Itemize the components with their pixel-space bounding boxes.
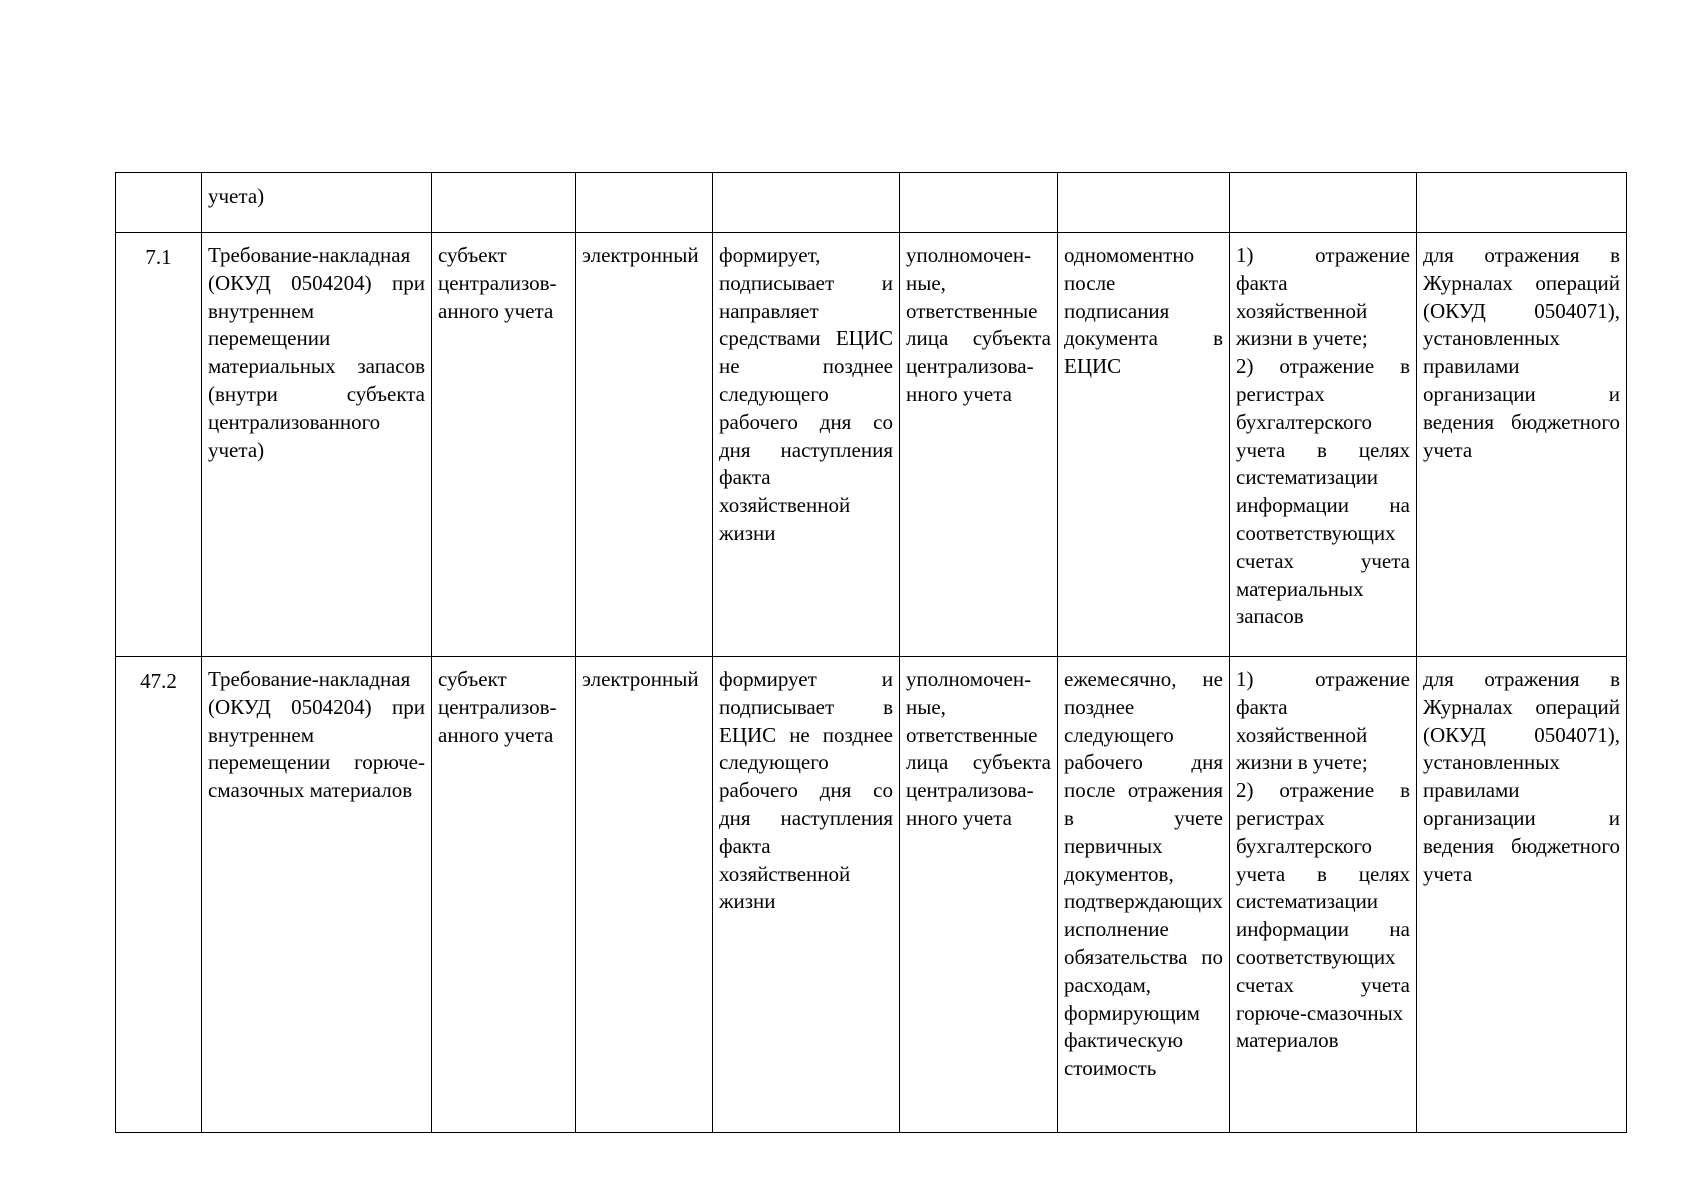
cell-purpose: 1) отражение факта хозяйственной жизни в учете; 2) отражение в регистрах бухгалтерского учета в целях систематизации информации на соответствующих счетах учета горюче-смазочных материалов (1230, 657, 1417, 1133)
cell-action: формирует, подписывает и направляет средствами ЕЦИС не позднее следующего рабочего дня со дня наступления факта хозяйственной жизни (713, 233, 900, 657)
cell-subject: субъект централизованного учета (432, 233, 576, 657)
cell-document: Требование-накладная (ОКУД 0504204) при внутреннем перемещении материальных запасов (внутри субъекта централизованного учета) (202, 233, 432, 657)
cell-subject: субъект централизованного учета (432, 657, 576, 1133)
cell-usage (1417, 173, 1627, 233)
cell-responsible: уполномоченные, ответственные лица субъекта централизованного учета (900, 233, 1058, 657)
cell-usage: для отражения в Журналах операций (ОКУД 0504071), установленных правилами организации и ведения бюджетного учета (1417, 657, 1627, 1133)
cell-form: электронный (576, 233, 713, 657)
cell-document: Требование-накладная (ОКУД 0504204) при внутреннем перемещении горюче-смазочных материалов (202, 657, 432, 1133)
cell-action: формирует и подписывает в ЕЦИС не позднее следующего рабочего дня со дня наступления факта хозяйственной жизни (713, 657, 900, 1133)
table-row (116, 233, 1627, 657)
document-table (115, 172, 1627, 1133)
cell-timing: одномоментно после подписания документа в ЕЦИС (1058, 233, 1230, 657)
table-row-continuation (116, 173, 1627, 233)
cell-responsible (900, 173, 1058, 233)
cell-timing: ежемесячно, не позднее следующего рабочего дня после отражения в учете первичных документов, подтверждающих исполнение обязательства по расходам, формирующим фактическую стоимость (1058, 657, 1230, 1133)
cell-subject (432, 173, 576, 233)
table-row (116, 657, 1627, 1133)
cell-purpose (1230, 173, 1417, 233)
cell-form: электронный (576, 657, 713, 1133)
cell-timing (1058, 173, 1230, 233)
cell-usage: для отражения в Журналах операций (ОКУД 0504071), установленных правилами организации и ведения бюджетного учета (1417, 233, 1627, 657)
cell-num: 47.2 (116, 657, 202, 1133)
cell-responsible: уполномоченные, ответственные лица субъекта централизованного учета (900, 657, 1058, 1133)
cell-num: 7.1 (116, 233, 202, 657)
cell-document: учета) (202, 173, 432, 233)
cell-purpose: 1) отражение факта хозяйственной жизни в учете; 2) отражение в регистрах бухгалтерского учета в целях систематизации информации на соответствующих счетах учета материальных запасов (1230, 233, 1417, 657)
cell-num (116, 173, 202, 233)
cell-action (713, 173, 900, 233)
cell-form (576, 173, 713, 233)
